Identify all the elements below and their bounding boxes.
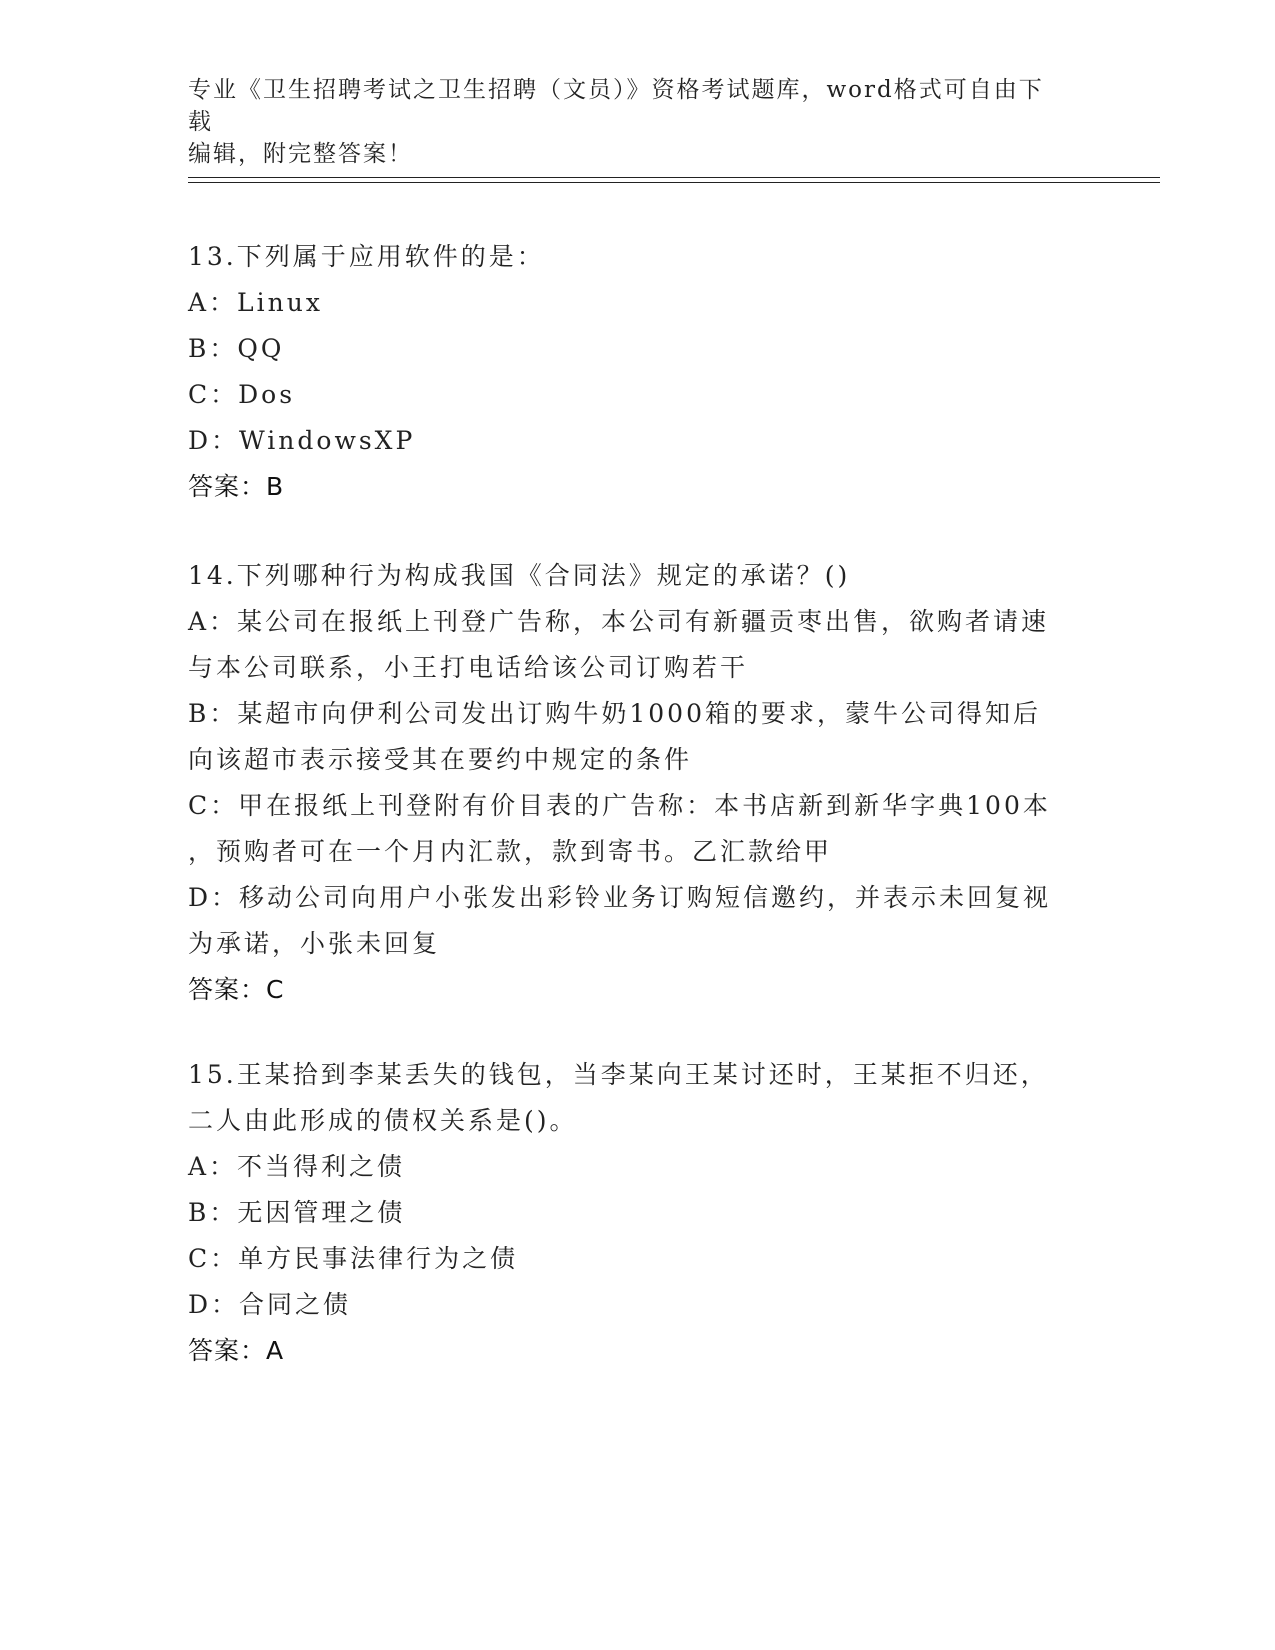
question-stem: 14.下列哪种行为构成我国《合同法》规定的承诺？()	[188, 561, 851, 590]
option-a: A：不当得利之债	[188, 1152, 406, 1181]
header-line-1: 专业《卫生招聘考试之卫生招聘（文员）》资格考试题库，word格式可自由下载	[188, 77, 1044, 135]
header-line-2: 编辑，附完整答案！	[188, 141, 413, 167]
option-b-continued: 向该超市表示接受其在要约中规定的条件	[188, 745, 693, 774]
option-a: A：某公司在报纸上刊登广告称，本公司有新疆贡枣出售，欲购者请速	[188, 607, 1050, 636]
option-c: C：甲在报纸上刊登附有价目表的广告称：本书店新到新华字典100本	[188, 791, 1051, 820]
answer-line: 答案：B	[188, 472, 285, 501]
header-divider-bottom	[188, 182, 1160, 183]
option-c: C：单方民事法律行为之债	[188, 1244, 519, 1273]
option-a: A：Linux	[188, 288, 323, 317]
answer-line: 答案：A	[188, 1336, 285, 1365]
option-d-continued: 为承诺，小张未回复	[188, 929, 441, 958]
option-b: B：无因管理之债	[188, 1198, 406, 1227]
option-d: D：合同之债	[188, 1290, 352, 1319]
option-c: C：Dos	[188, 380, 296, 409]
question-13	[188, 234, 1088, 510]
answer-line: 答案：C	[188, 975, 285, 1004]
question-stem: 13.下列属于应用软件的是：	[188, 242, 545, 271]
question-15	[188, 1052, 1088, 1374]
option-b: B：QQ	[188, 334, 285, 363]
option-d: D：WindowsXP	[188, 426, 416, 455]
option-a-continued: 与本公司联系，小王打电话给该公司订购若干	[188, 653, 749, 682]
option-b: B：某超市向伊利公司发出订购牛奶1000箱的要求，蒙牛公司得知后	[188, 699, 1041, 728]
question-14	[188, 553, 1088, 1013]
document-header	[188, 74, 1068, 170]
question-stem-continued: 二人由此形成的债权关系是()。	[188, 1106, 578, 1135]
question-stem: 15.王某拾到李某丢失的钱包，当李某向王某讨还时，王某拒不归还，	[188, 1060, 1049, 1089]
header-divider-top	[188, 177, 1160, 178]
option-c-continued: ，预购者可在一个月内汇款，款到寄书。乙汇款给甲	[188, 837, 833, 866]
option-d: D：移动公司向用户小张发出彩铃业务订购短信邀约，并表示未回复视	[188, 883, 1052, 912]
